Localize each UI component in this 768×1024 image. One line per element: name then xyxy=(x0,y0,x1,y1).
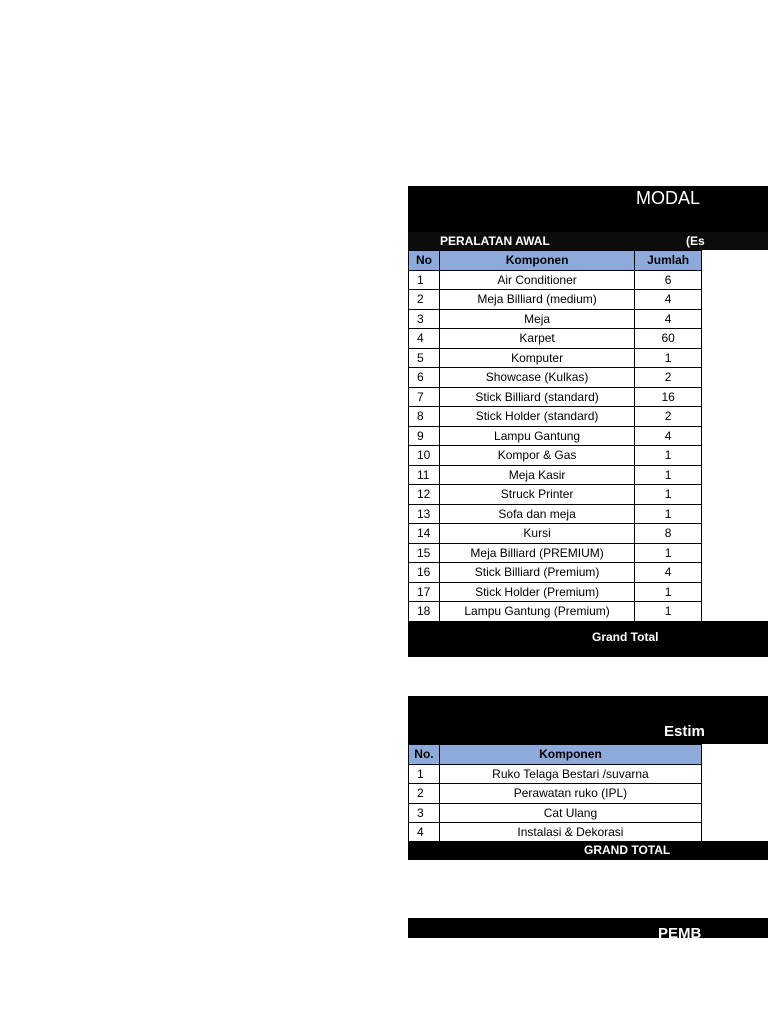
table-row xyxy=(409,803,702,823)
row-no: 6 xyxy=(409,368,440,388)
row-no: 3 xyxy=(409,803,440,823)
row-jumlah: 4 xyxy=(635,426,702,446)
table-row xyxy=(409,543,702,563)
estimasi-grand-total-label: GRAND TOTAL xyxy=(584,843,671,857)
table-row xyxy=(409,426,702,446)
table-row xyxy=(409,368,702,388)
row-no: 1 xyxy=(409,764,440,784)
row-komponen: Kompor & Gas xyxy=(439,446,634,466)
row-no: 16 xyxy=(409,563,440,583)
row-jumlah: 1 xyxy=(635,348,702,368)
row-komponen: Meja Kasir xyxy=(439,465,634,485)
row-komponen: Sofa dan meja xyxy=(439,504,634,524)
row-komponen: Stick Holder (standard) xyxy=(439,407,634,427)
row-komponen: Lampu Gantung xyxy=(439,426,634,446)
row-no: 7 xyxy=(409,387,440,407)
row-jumlah: 1 xyxy=(635,485,702,505)
row-no: 17 xyxy=(409,582,440,602)
row-no: 12 xyxy=(409,485,440,505)
third-title-band xyxy=(408,918,768,942)
row-no: 1 xyxy=(409,270,440,290)
row-jumlah: 1 xyxy=(635,602,702,622)
table-row xyxy=(409,823,702,843)
table-row xyxy=(409,784,702,804)
table-row xyxy=(409,764,702,784)
grand-total-label: Grand Total xyxy=(592,630,659,644)
row-no: 14 xyxy=(409,524,440,544)
row-komponen: Lampu Gantung (Premium) xyxy=(439,602,634,622)
row-jumlah: 4 xyxy=(635,290,702,310)
grand-total-band xyxy=(408,621,768,657)
row-komponen: Showcase (Kulkas) xyxy=(439,368,634,388)
row-no: 11 xyxy=(409,465,440,485)
row-komponen: Meja xyxy=(439,309,634,329)
row-komponen: Kursi xyxy=(439,524,634,544)
row-jumlah: 8 xyxy=(635,524,702,544)
row-komponen: Meja Billiard (PREMIUM) xyxy=(439,543,634,563)
table-row xyxy=(409,270,702,290)
table-row xyxy=(409,407,702,427)
row-komponen: Stick Holder (Premium) xyxy=(439,582,634,602)
row-komponen: Stick Billiard (Premium) xyxy=(439,563,634,583)
estimasi-grand-total-band xyxy=(408,841,768,860)
row-komponen: Stick Billiard (standard) xyxy=(439,387,634,407)
row-jumlah: 2 xyxy=(635,368,702,388)
table-row xyxy=(409,446,702,466)
row-komponen: Komputer xyxy=(439,348,634,368)
row-jumlah: 1 xyxy=(635,504,702,524)
table-row xyxy=(409,465,702,485)
row-jumlah: 6 xyxy=(635,270,702,290)
row-no: 9 xyxy=(409,426,440,446)
table-row xyxy=(409,563,702,583)
row-no: 18 xyxy=(409,602,440,622)
table-row xyxy=(409,504,702,524)
header-no: No. xyxy=(409,745,440,765)
table-header-row xyxy=(409,251,702,271)
table-row xyxy=(409,290,702,310)
section-label-band xyxy=(408,232,768,250)
header-komponen: Komponen xyxy=(439,251,634,271)
modal-title-band xyxy=(408,186,768,232)
third-title: PEMB xyxy=(658,925,702,942)
row-no: 2 xyxy=(409,290,440,310)
row-jumlah: 2 xyxy=(635,407,702,427)
row-komponen: Ruko Telaga Bestari /suvarna xyxy=(439,764,701,784)
row-komponen: Karpet xyxy=(439,329,634,349)
row-no: 2 xyxy=(409,784,440,804)
table-row xyxy=(409,309,702,329)
table-row xyxy=(409,582,702,602)
row-jumlah: 4 xyxy=(635,563,702,583)
row-jumlah: 60 xyxy=(635,329,702,349)
row-no: 10 xyxy=(409,446,440,466)
row-no: 15 xyxy=(409,543,440,563)
header-no: No xyxy=(409,251,440,271)
row-komponen: Cat Ulang xyxy=(439,803,701,823)
table-row xyxy=(409,485,702,505)
row-jumlah: 16 xyxy=(635,387,702,407)
row-komponen: Instalasi & Dekorasi xyxy=(439,823,701,843)
row-jumlah: 1 xyxy=(635,582,702,602)
row-komponen: Meja Billiard (medium) xyxy=(439,290,634,310)
row-jumlah: 1 xyxy=(635,543,702,563)
row-jumlah: 1 xyxy=(635,465,702,485)
header-jumlah: Jumlah xyxy=(635,251,702,271)
table-header-row xyxy=(409,745,702,765)
row-jumlah: 4 xyxy=(635,309,702,329)
row-no: 3 xyxy=(409,309,440,329)
table-row xyxy=(409,329,702,349)
row-komponen: Struck Printer xyxy=(439,485,634,505)
table-row xyxy=(409,348,702,368)
table-row xyxy=(409,524,702,544)
section-label-right: (Es xyxy=(686,234,705,248)
table-row xyxy=(409,602,702,622)
estimasi-title: Estim xyxy=(664,723,705,740)
estimasi-title-band xyxy=(408,696,768,744)
row-komponen: Air Conditioner xyxy=(439,270,634,290)
header-komponen: Komponen xyxy=(439,745,701,765)
row-no: 4 xyxy=(409,329,440,349)
row-no: 13 xyxy=(409,504,440,524)
row-no: 5 xyxy=(409,348,440,368)
row-no: 4 xyxy=(409,823,440,843)
row-jumlah: 1 xyxy=(635,446,702,466)
estimasi-table xyxy=(408,744,702,843)
row-komponen: Perawatan ruko (IPL) xyxy=(439,784,701,804)
peralatan-table xyxy=(408,250,702,622)
section-label: PERALATAN AWAL xyxy=(440,234,550,248)
modal-title: MODAL xyxy=(636,188,701,208)
table-row xyxy=(409,387,702,407)
row-no: 8 xyxy=(409,407,440,427)
